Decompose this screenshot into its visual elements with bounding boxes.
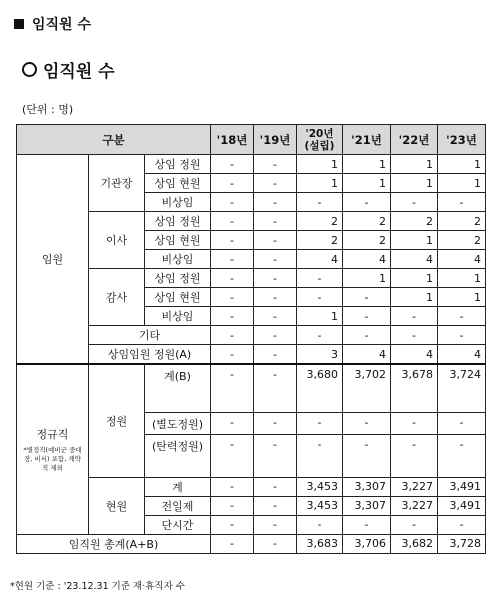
value-cell: 3,453 xyxy=(297,477,343,496)
value-cell: - xyxy=(343,326,391,345)
value-cell: 4 xyxy=(438,345,486,365)
value-cell: - xyxy=(211,250,254,269)
subheading-text: 임직원 수 xyxy=(43,62,115,82)
row-label: 기타 xyxy=(89,326,211,345)
value-cell: 1 xyxy=(343,269,391,288)
value-cell: - xyxy=(254,307,297,326)
table-row xyxy=(17,364,486,412)
value-cell: - xyxy=(438,515,486,534)
value-cell: - xyxy=(254,155,297,174)
header-category: 구분 xyxy=(17,125,211,155)
value-cell: - xyxy=(254,212,297,231)
value-cell: - xyxy=(391,434,438,477)
value-cell: 3,706 xyxy=(343,534,391,553)
value-cell: - xyxy=(254,477,297,496)
row-label: 상임 정원 xyxy=(145,269,211,288)
value-cell: 1 xyxy=(391,269,438,288)
row-label: 상임 현원 xyxy=(145,288,211,307)
value-cell: - xyxy=(343,515,391,534)
value-cell: - xyxy=(211,231,254,250)
value-cell: - xyxy=(254,174,297,193)
value-cell: 1 xyxy=(438,269,486,288)
header-row xyxy=(17,125,486,155)
row-label: 계 xyxy=(145,477,211,496)
subgroup-auditor: 감사 xyxy=(89,269,145,326)
header-year: '19년 xyxy=(254,125,297,155)
row-label: (별도정원) xyxy=(145,412,211,434)
value-cell: - xyxy=(211,412,254,434)
value-cell: - xyxy=(254,193,297,212)
value-cell: - xyxy=(297,193,343,212)
group-officers: 임원 xyxy=(17,155,89,365)
value-cell: - xyxy=(297,326,343,345)
value-cell: 1 xyxy=(438,288,486,307)
row-label: 상임 현원 xyxy=(145,231,211,250)
value-cell: 4 xyxy=(343,345,391,365)
value-cell: 2 xyxy=(438,231,486,250)
value-cell: - xyxy=(391,307,438,326)
row-label: 임직원 총계(A+B) xyxy=(17,534,211,553)
row-label: 상임 정원 xyxy=(145,155,211,174)
value-cell: - xyxy=(254,269,297,288)
row-label: 비상임 xyxy=(145,250,211,269)
value-cell: - xyxy=(343,288,391,307)
value-cell: 1 xyxy=(438,155,486,174)
value-cell: - xyxy=(254,496,297,515)
value-cell: 3,227 xyxy=(391,477,438,496)
subheading xyxy=(22,57,115,82)
value-cell: - xyxy=(438,434,486,477)
header-year: '20년 (설립) xyxy=(297,125,343,155)
row-label: 상임 현원 xyxy=(145,174,211,193)
value-cell: - xyxy=(211,515,254,534)
value-cell: 2 xyxy=(438,212,486,231)
row-label: (탄력정원) xyxy=(145,434,211,477)
value-cell: 2 xyxy=(343,231,391,250)
value-cell: - xyxy=(297,288,343,307)
header-year: '21년 xyxy=(343,125,391,155)
value-cell: - xyxy=(297,412,343,434)
value-cell: - xyxy=(391,326,438,345)
group-regular-label: 정규직 xyxy=(36,427,69,441)
row-label: 비상임 xyxy=(145,193,211,212)
value-cell: - xyxy=(438,412,486,434)
section-heading xyxy=(14,14,91,34)
value-cell: - xyxy=(254,534,297,553)
value-cell: 1 xyxy=(297,174,343,193)
value-cell: - xyxy=(391,515,438,534)
value-cell: - xyxy=(254,434,297,477)
value-cell: - xyxy=(254,231,297,250)
value-cell: - xyxy=(254,250,297,269)
subgroup-agency-head: 기관장 xyxy=(89,155,145,212)
value-cell: - xyxy=(211,534,254,553)
row-label: 전일제 xyxy=(145,496,211,515)
row-label: 비상임 xyxy=(145,307,211,326)
value-cell: 3,453 xyxy=(297,496,343,515)
value-cell: - xyxy=(343,434,391,477)
value-cell: - xyxy=(211,174,254,193)
value-cell: 1 xyxy=(297,307,343,326)
value-cell: 3,491 xyxy=(438,496,486,515)
value-cell: - xyxy=(254,515,297,534)
value-cell: 1 xyxy=(391,288,438,307)
value-cell: 3,682 xyxy=(391,534,438,553)
value-cell: 1 xyxy=(343,155,391,174)
value-cell: - xyxy=(391,412,438,434)
value-cell: - xyxy=(211,345,254,365)
value-cell: 2 xyxy=(297,231,343,250)
value-cell: - xyxy=(438,307,486,326)
value-cell: 1 xyxy=(438,174,486,193)
value-cell: - xyxy=(211,496,254,515)
value-cell: - xyxy=(254,364,297,412)
footnote: *현원 기준 : '23.12.31 기준 재·휴직자 수 xyxy=(10,581,185,592)
value-cell: - xyxy=(438,326,486,345)
value-cell: - xyxy=(211,212,254,231)
value-cell: 3,680 xyxy=(297,364,343,412)
circle-bullet-icon xyxy=(22,62,37,77)
value-cell: - xyxy=(254,345,297,365)
value-cell: 3,724 xyxy=(438,364,486,412)
value-cell: 3,307 xyxy=(343,477,391,496)
value-cell: - xyxy=(211,434,254,477)
header-year: '23년 xyxy=(438,125,486,155)
table-row xyxy=(17,534,486,553)
value-cell: - xyxy=(438,193,486,212)
subgroup-current: 현원 xyxy=(89,477,145,534)
value-cell: - xyxy=(254,412,297,434)
black-square-icon xyxy=(14,19,24,29)
value-cell: 1 xyxy=(391,155,438,174)
value-cell: - xyxy=(211,155,254,174)
value-cell: 1 xyxy=(391,174,438,193)
value-cell: 4 xyxy=(438,250,486,269)
value-cell: - xyxy=(211,269,254,288)
value-cell: - xyxy=(343,307,391,326)
section-heading-text: 임직원 수 xyxy=(32,17,91,33)
value-cell: - xyxy=(211,288,254,307)
value-cell: 2 xyxy=(297,212,343,231)
value-cell: - xyxy=(343,412,391,434)
value-cell: 3,728 xyxy=(438,534,486,553)
table-row xyxy=(17,155,486,174)
group-regular xyxy=(17,364,89,534)
value-cell: 3,683 xyxy=(297,534,343,553)
header-year: '22년 xyxy=(391,125,438,155)
value-cell: 3,307 xyxy=(343,496,391,515)
value-cell: 3 xyxy=(297,345,343,365)
row-label: 단시간 xyxy=(145,515,211,534)
subgroup-director: 이사 xyxy=(89,212,145,269)
value-cell: 4 xyxy=(343,250,391,269)
regular-note: *별정직(예비군 중대장, 비서) 포함, 계약직 제외 xyxy=(23,445,82,472)
row-label: 상임임원 정원(A) xyxy=(89,345,211,365)
subgroup-quota: 정원 xyxy=(89,364,145,477)
value-cell: - xyxy=(343,193,391,212)
header-year: '18년 xyxy=(211,125,254,155)
value-cell: 4 xyxy=(391,250,438,269)
value-cell: 3,491 xyxy=(438,477,486,496)
value-cell: 4 xyxy=(391,345,438,365)
value-cell: 1 xyxy=(391,231,438,250)
value-cell: - xyxy=(254,288,297,307)
value-cell: 3,227 xyxy=(391,496,438,515)
value-cell: 1 xyxy=(297,155,343,174)
value-cell: - xyxy=(297,269,343,288)
value-cell: 3,702 xyxy=(343,364,391,412)
value-cell: 3,678 xyxy=(391,364,438,412)
row-label: 상임 정원 xyxy=(145,212,211,231)
value-cell: - xyxy=(211,364,254,412)
unit-label: (단위 : 명) xyxy=(22,103,74,116)
value-cell: 4 xyxy=(297,250,343,269)
row-label: 계(B) xyxy=(145,364,211,412)
value-cell: - xyxy=(211,477,254,496)
value-cell: - xyxy=(211,326,254,345)
value-cell: - xyxy=(297,515,343,534)
value-cell: - xyxy=(297,434,343,477)
value-cell: 2 xyxy=(343,212,391,231)
value-cell: - xyxy=(391,193,438,212)
employee-count-table xyxy=(16,124,486,554)
value-cell: - xyxy=(211,193,254,212)
value-cell: - xyxy=(254,326,297,345)
value-cell: - xyxy=(211,307,254,326)
value-cell: 2 xyxy=(391,212,438,231)
value-cell: 1 xyxy=(343,174,391,193)
